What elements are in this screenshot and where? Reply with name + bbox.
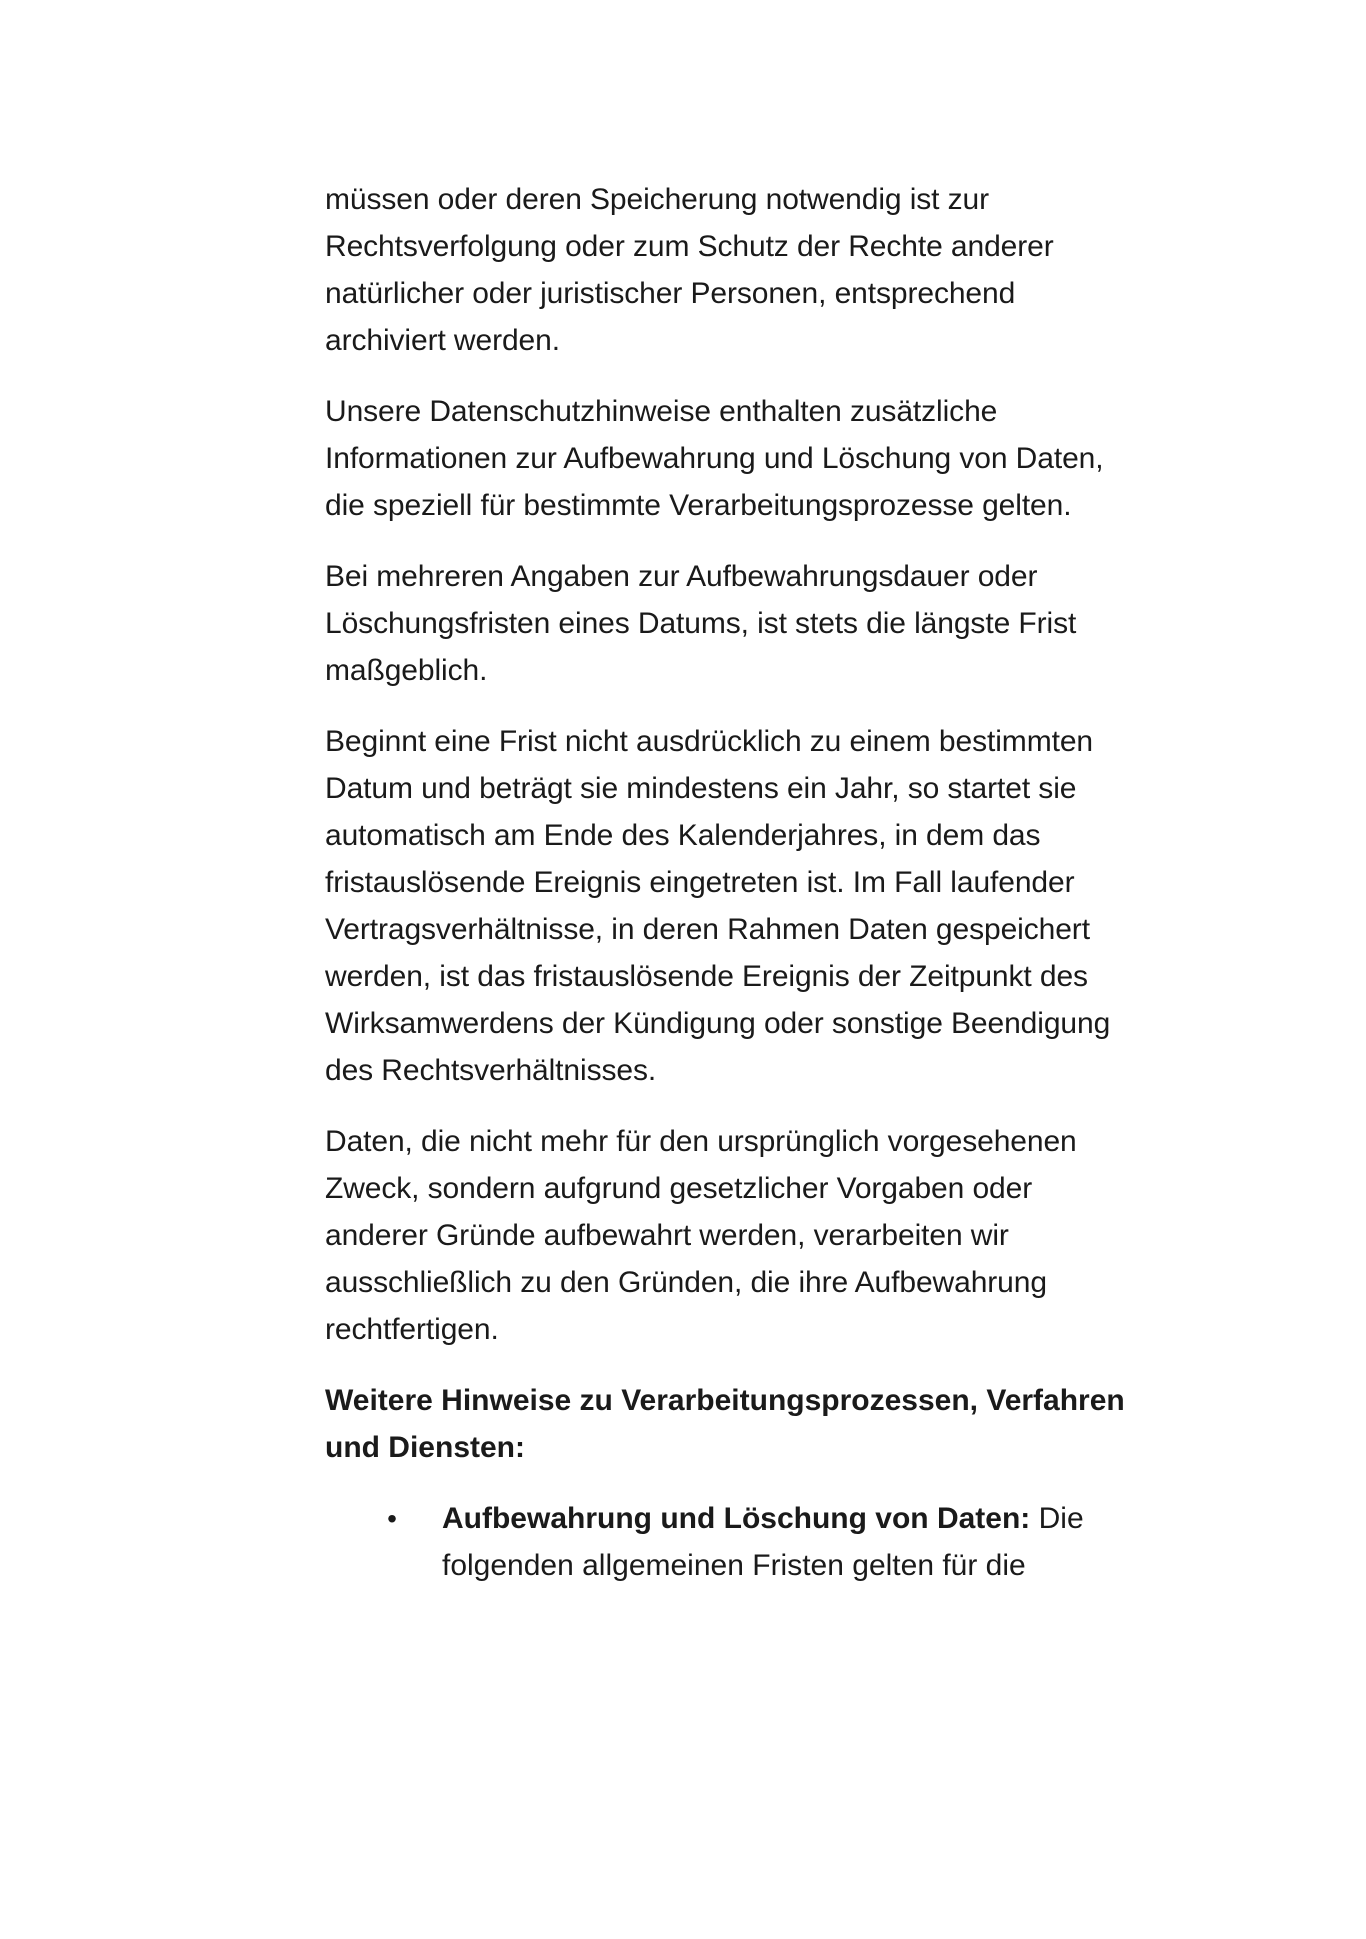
section-heading: Weitere Hinweise zu Verarbeitungsprozessen, Verfahren und Diensten: bbox=[325, 1384, 1125, 1464]
list-item bbox=[325, 1495, 1135, 1589]
bullet-list bbox=[325, 1495, 1135, 1589]
paragraph: Beginnt eine Frist nicht ausdrücklich zu einem bestimmten Datum und beträgt sie mindestens ein Jahr, so startet sie automatisch am Ende des Kalenderjahres, in dem das fristauslösende Ereignis eingetreten ist. Im Fall laufender Vertragsverhältnisse, in deren Rahmen Daten gespeichert werden, ist das fristauslösende Ereignis der Zeitpunkt des Wirksamwerdens der Kündigung oder sonstige Beendigung des Rechtsverhältnisses. bbox=[325, 725, 1111, 1087]
paragraph: Unsere Datenschutzhinweise enthalten zusätzliche Informationen zur Aufbewahrung und Löschung von Daten, die speziell für bestimmte Verarbeitungsprozesse gelten. bbox=[325, 395, 1104, 522]
document-content bbox=[325, 176, 1135, 1589]
paragraph: Daten, die nicht mehr für den ursprünglich vorgesehenen Zweck, sondern aufgrund gesetzlicher Vorgaben oder anderer Gründe aufbewahrt werden, verarbeiten wir ausschließlich zu den Gründen, die ihre Aufbewahrung rechtfertigen. bbox=[325, 1125, 1077, 1346]
paragraph: Bei mehreren Angaben zur Aufbewahrungsdauer oder Löschungsfristen eines Datums, ist stets die längste Frist maßgeblich. bbox=[325, 560, 1077, 687]
bullet-icon: • bbox=[387, 1503, 397, 1534]
paragraph: müssen oder deren Speicherung notwendig ist zur Rechtsverfolgung oder zum Schutz der Rechte anderer natürlicher oder juristischer Personen, entsprechend archiviert werden. bbox=[325, 183, 1054, 357]
list-item-title: Aufbewahrung und Löschung von Daten: bbox=[442, 1502, 1031, 1535]
list-item-text: Die folgenden allgemeinen Fristen gelten für die bbox=[442, 1502, 1084, 1582]
